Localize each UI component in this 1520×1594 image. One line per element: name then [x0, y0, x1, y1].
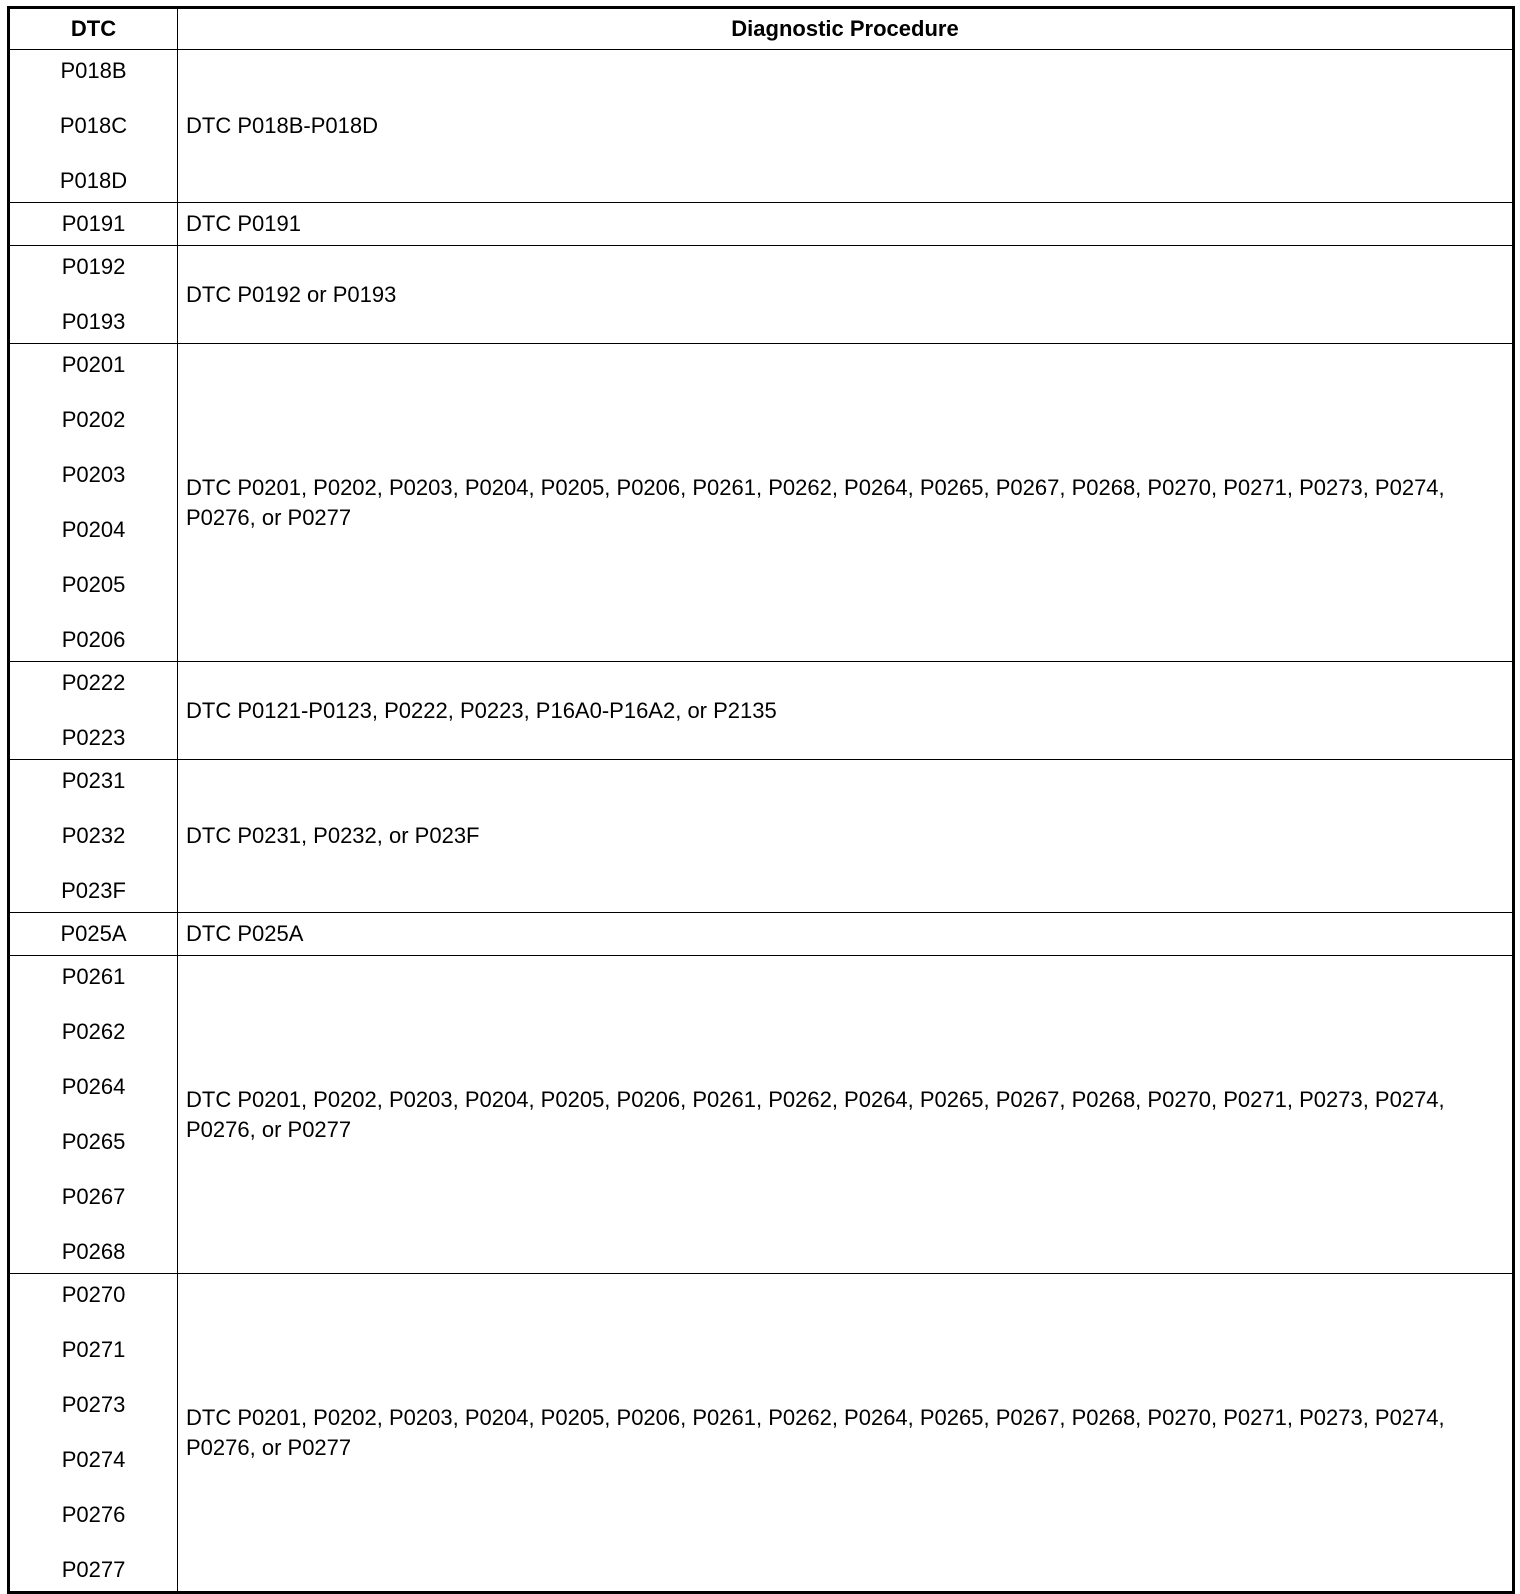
procedure-cell: DTC P0231, P0232, or P023F	[178, 760, 1514, 913]
dtc-code: P0202	[61, 407, 126, 432]
dtc-column-header: DTC	[9, 8, 178, 50]
dtc-code: P0270	[61, 1282, 126, 1307]
dtc-table	[7, 6, 1515, 1594]
procedure-column-header: Diagnostic Procedure	[178, 8, 1514, 50]
dtc-code: P0262	[61, 1019, 126, 1044]
dtc-code: P0276	[61, 1502, 126, 1527]
dtc-code: P0204	[61, 517, 126, 542]
dtc-codes-cell	[9, 760, 178, 913]
dtc-code: P0232	[61, 823, 126, 848]
dtc-codes-cell	[9, 913, 178, 956]
table-header-row	[9, 8, 1514, 50]
dtc-code: P0206	[61, 627, 126, 652]
procedure-cell: DTC P0201, P0202, P0203, P0204, P0205, P0206, P0261, P0262, P0264, P0265, P0267, P0268, P0270, P0271, P0273, P0274, P0276, or P0277	[178, 956, 1514, 1274]
procedure-cell: DTC P0192 or P0193	[178, 246, 1514, 344]
dtc-code: P0277	[61, 1557, 126, 1582]
dtc-table-container	[7, 6, 1512, 1594]
table-row	[9, 344, 1514, 662]
procedure-cell: DTC P0121-P0123, P0222, P0223, P16A0-P16A2, or P2135	[178, 662, 1514, 760]
dtc-code: P0273	[61, 1392, 126, 1417]
dtc-codes-cell	[9, 203, 178, 246]
dtc-code: P0271	[61, 1337, 126, 1362]
dtc-code: P018D	[59, 168, 128, 193]
table-row	[9, 1274, 1514, 1593]
procedure-cell: DTC P0191	[178, 203, 1514, 246]
procedure-cell: DTC P018B-P018D	[178, 50, 1514, 203]
dtc-code: P0268	[61, 1239, 126, 1264]
dtc-code: P0267	[61, 1184, 126, 1209]
dtc-code: P018B	[60, 58, 127, 83]
dtc-codes-cell	[9, 662, 178, 760]
table-row	[9, 203, 1514, 246]
dtc-code: P0191	[61, 211, 126, 236]
procedure-cell: DTC P0201, P0202, P0203, P0204, P0205, P0206, P0261, P0262, P0264, P0265, P0267, P0268, P0270, P0271, P0273, P0274, P0276, or P0277	[178, 1274, 1514, 1593]
table-body	[9, 50, 1514, 1593]
dtc-code: P0264	[61, 1074, 126, 1099]
table-row	[9, 50, 1514, 203]
dtc-code: P0205	[61, 572, 126, 597]
dtc-code: P0192	[61, 254, 126, 279]
procedure-cell: DTC P0201, P0202, P0203, P0204, P0205, P0206, P0261, P0262, P0264, P0265, P0267, P0268, P0270, P0271, P0273, P0274, P0276, or P0277	[178, 344, 1514, 662]
dtc-code: P0222	[61, 670, 126, 695]
dtc-code: P0203	[61, 462, 126, 487]
table-row	[9, 246, 1514, 344]
dtc-codes-cell	[9, 1274, 178, 1593]
dtc-code: P0193	[61, 309, 126, 334]
dtc-code: P0201	[61, 352, 126, 377]
dtc-code: P0265	[61, 1129, 126, 1154]
dtc-codes-cell	[9, 344, 178, 662]
table-row	[9, 760, 1514, 913]
table-row	[9, 913, 1514, 956]
dtc-code: P0223	[61, 725, 126, 750]
dtc-code: P0274	[61, 1447, 126, 1472]
dtc-code: P018C	[59, 113, 128, 138]
dtc-codes-cell	[9, 956, 178, 1274]
dtc-code: P023F	[61, 878, 126, 903]
dtc-code: P0231	[61, 768, 126, 793]
dtc-code: P025A	[60, 921, 127, 946]
dtc-codes-cell	[9, 246, 178, 344]
table-row	[9, 956, 1514, 1274]
procedure-cell: DTC P025A	[178, 913, 1514, 956]
table-row	[9, 662, 1514, 760]
dtc-code: P0261	[61, 964, 126, 989]
dtc-codes-cell	[9, 50, 178, 203]
